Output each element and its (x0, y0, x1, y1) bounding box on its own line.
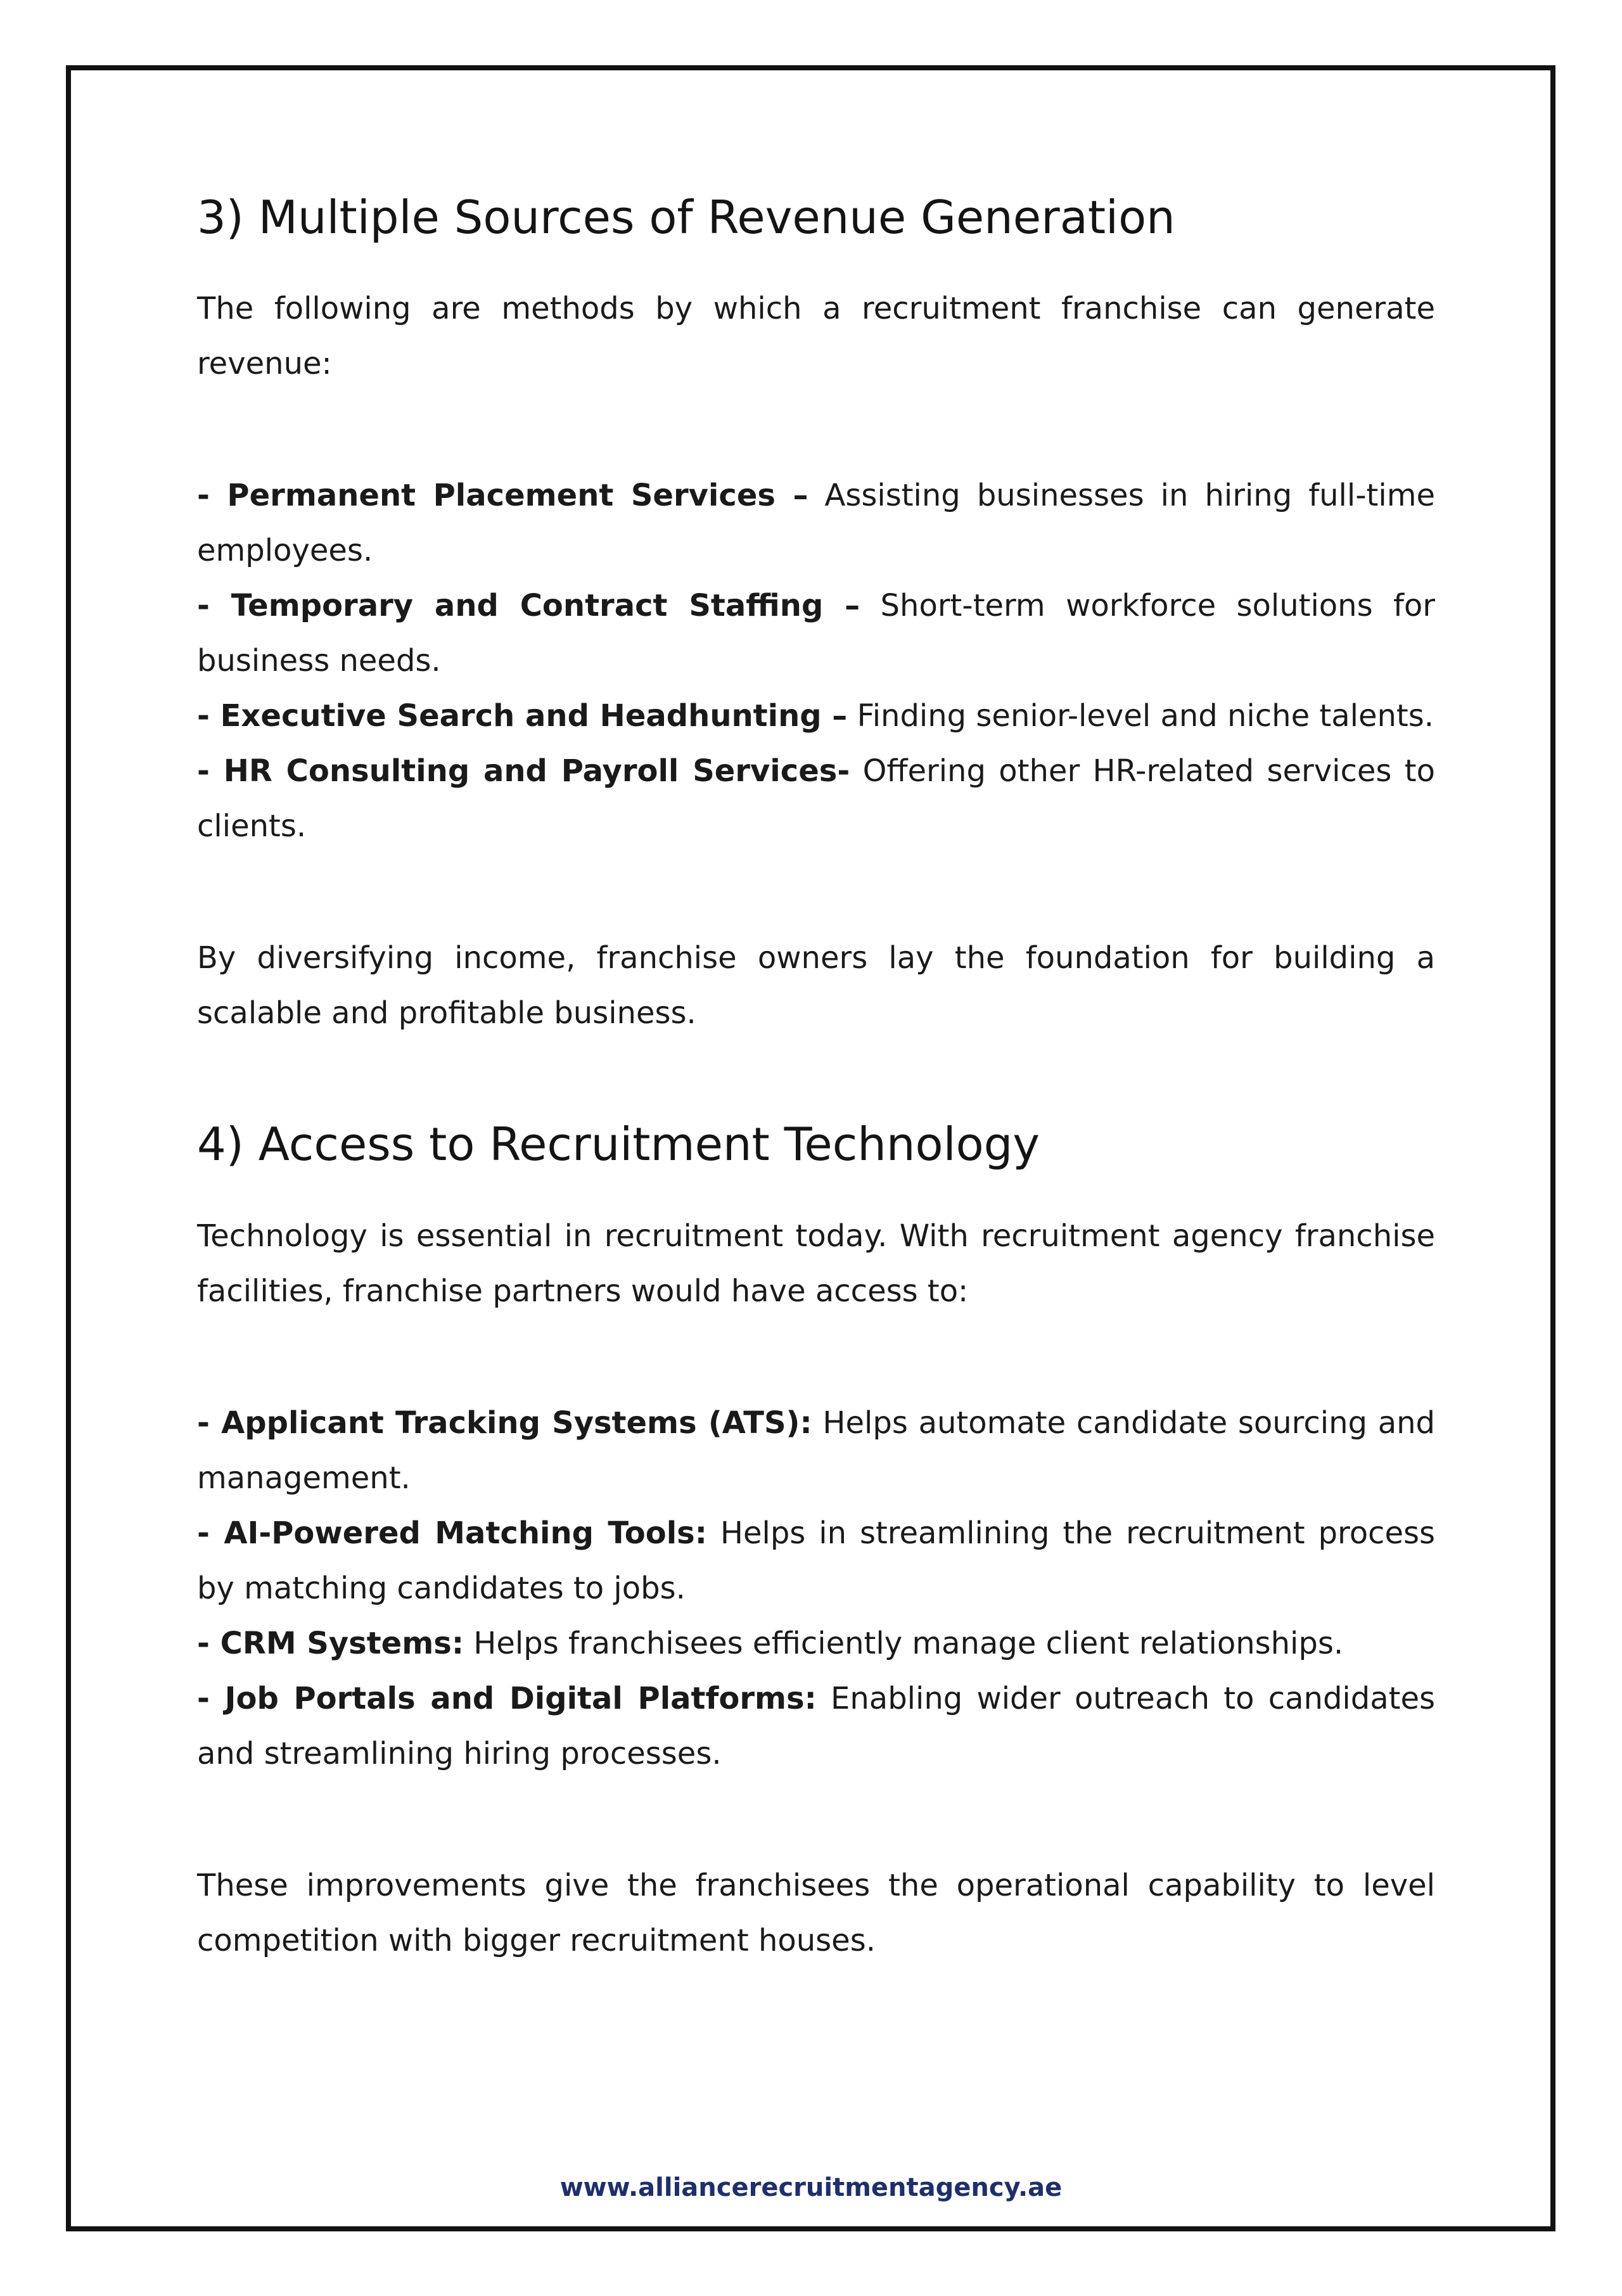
revenue-item-text: Short-term workforce solutions for business needs. (197, 588, 1435, 679)
revenue-item (197, 689, 1435, 744)
revenue-item (197, 744, 1435, 854)
revenue-item-text: Offering other HR-related services to clients. (197, 753, 1435, 845)
technology-item-text: Enabling wider outreach to candidates and streamlining hiring processes. (197, 1680, 1435, 1771)
section-4-heading: 4) Access to Recruitment Technology (197, 1118, 1040, 1171)
revenue-item-text: Finding senior-level and niche talents. (847, 698, 1434, 734)
spacer (197, 1319, 1435, 1396)
footer-website-link[interactable]: www.alliancerecruitmentagency.ae (559, 2173, 1063, 2202)
technology-item (197, 1671, 1435, 1782)
technology-item-title: - CRM Systems: (197, 1625, 464, 1661)
revenue-item (197, 578, 1435, 689)
revenue-item-title: - Executive Search and Headhunting – (197, 698, 848, 734)
revenue-item-text: Assisting businesses in hiring full-time employees. (197, 478, 1435, 569)
document-body (197, 190, 1435, 1968)
technology-item-title: - Job Portals and Digital Platforms: (197, 1680, 817, 1716)
revenue-item (197, 468, 1435, 578)
technology-item (197, 1616, 1435, 1671)
technology-item-text: Helps in streamlining the recruitment process by matching candidates to jobs. (197, 1515, 1435, 1606)
section-3-heading: 3) Multiple Sources of Revenue Generation (197, 191, 1175, 244)
spacer (197, 1782, 1435, 1858)
revenue-item-title: - Permanent Placement Services – (197, 478, 808, 514)
technology-item (197, 1396, 1435, 1506)
technology-item-title: - Applicant Tracking Systems (ATS): (197, 1405, 812, 1441)
technology-item-text: Helps franchisees efficiently manage client relationships. (464, 1625, 1344, 1661)
section-4-intro: Technology is essential in recruitment today. With recruitment agency franchise facilities, franchise partners would have access to: (197, 1218, 1435, 1309)
spacer (197, 1041, 1435, 1117)
technology-item (197, 1506, 1435, 1616)
revenue-item-title: - Temporary and Contract Staffing – (197, 588, 860, 624)
technology-item-text: Helps automate candidate sourcing and management. (197, 1405, 1436, 1496)
spacer (197, 854, 1435, 931)
section-3-conclusion: By diversifying income, franchise owners lay the foundation for building a scalable and profitable business. (197, 940, 1435, 1031)
spacer (197, 392, 1435, 468)
section-4-conclusion: These improvements give the franchisees the operational capability to level competition with bigger recruitment houses. (197, 1867, 1435, 1958)
revenue-item-title: - HR Consulting and Payroll Services- (197, 753, 850, 789)
technology-item-title: - AI-Powered Matching Tools: (197, 1515, 707, 1551)
section-3-intro: The following are methods by which a recruitment franchise can generate revenue: (197, 291, 1435, 382)
